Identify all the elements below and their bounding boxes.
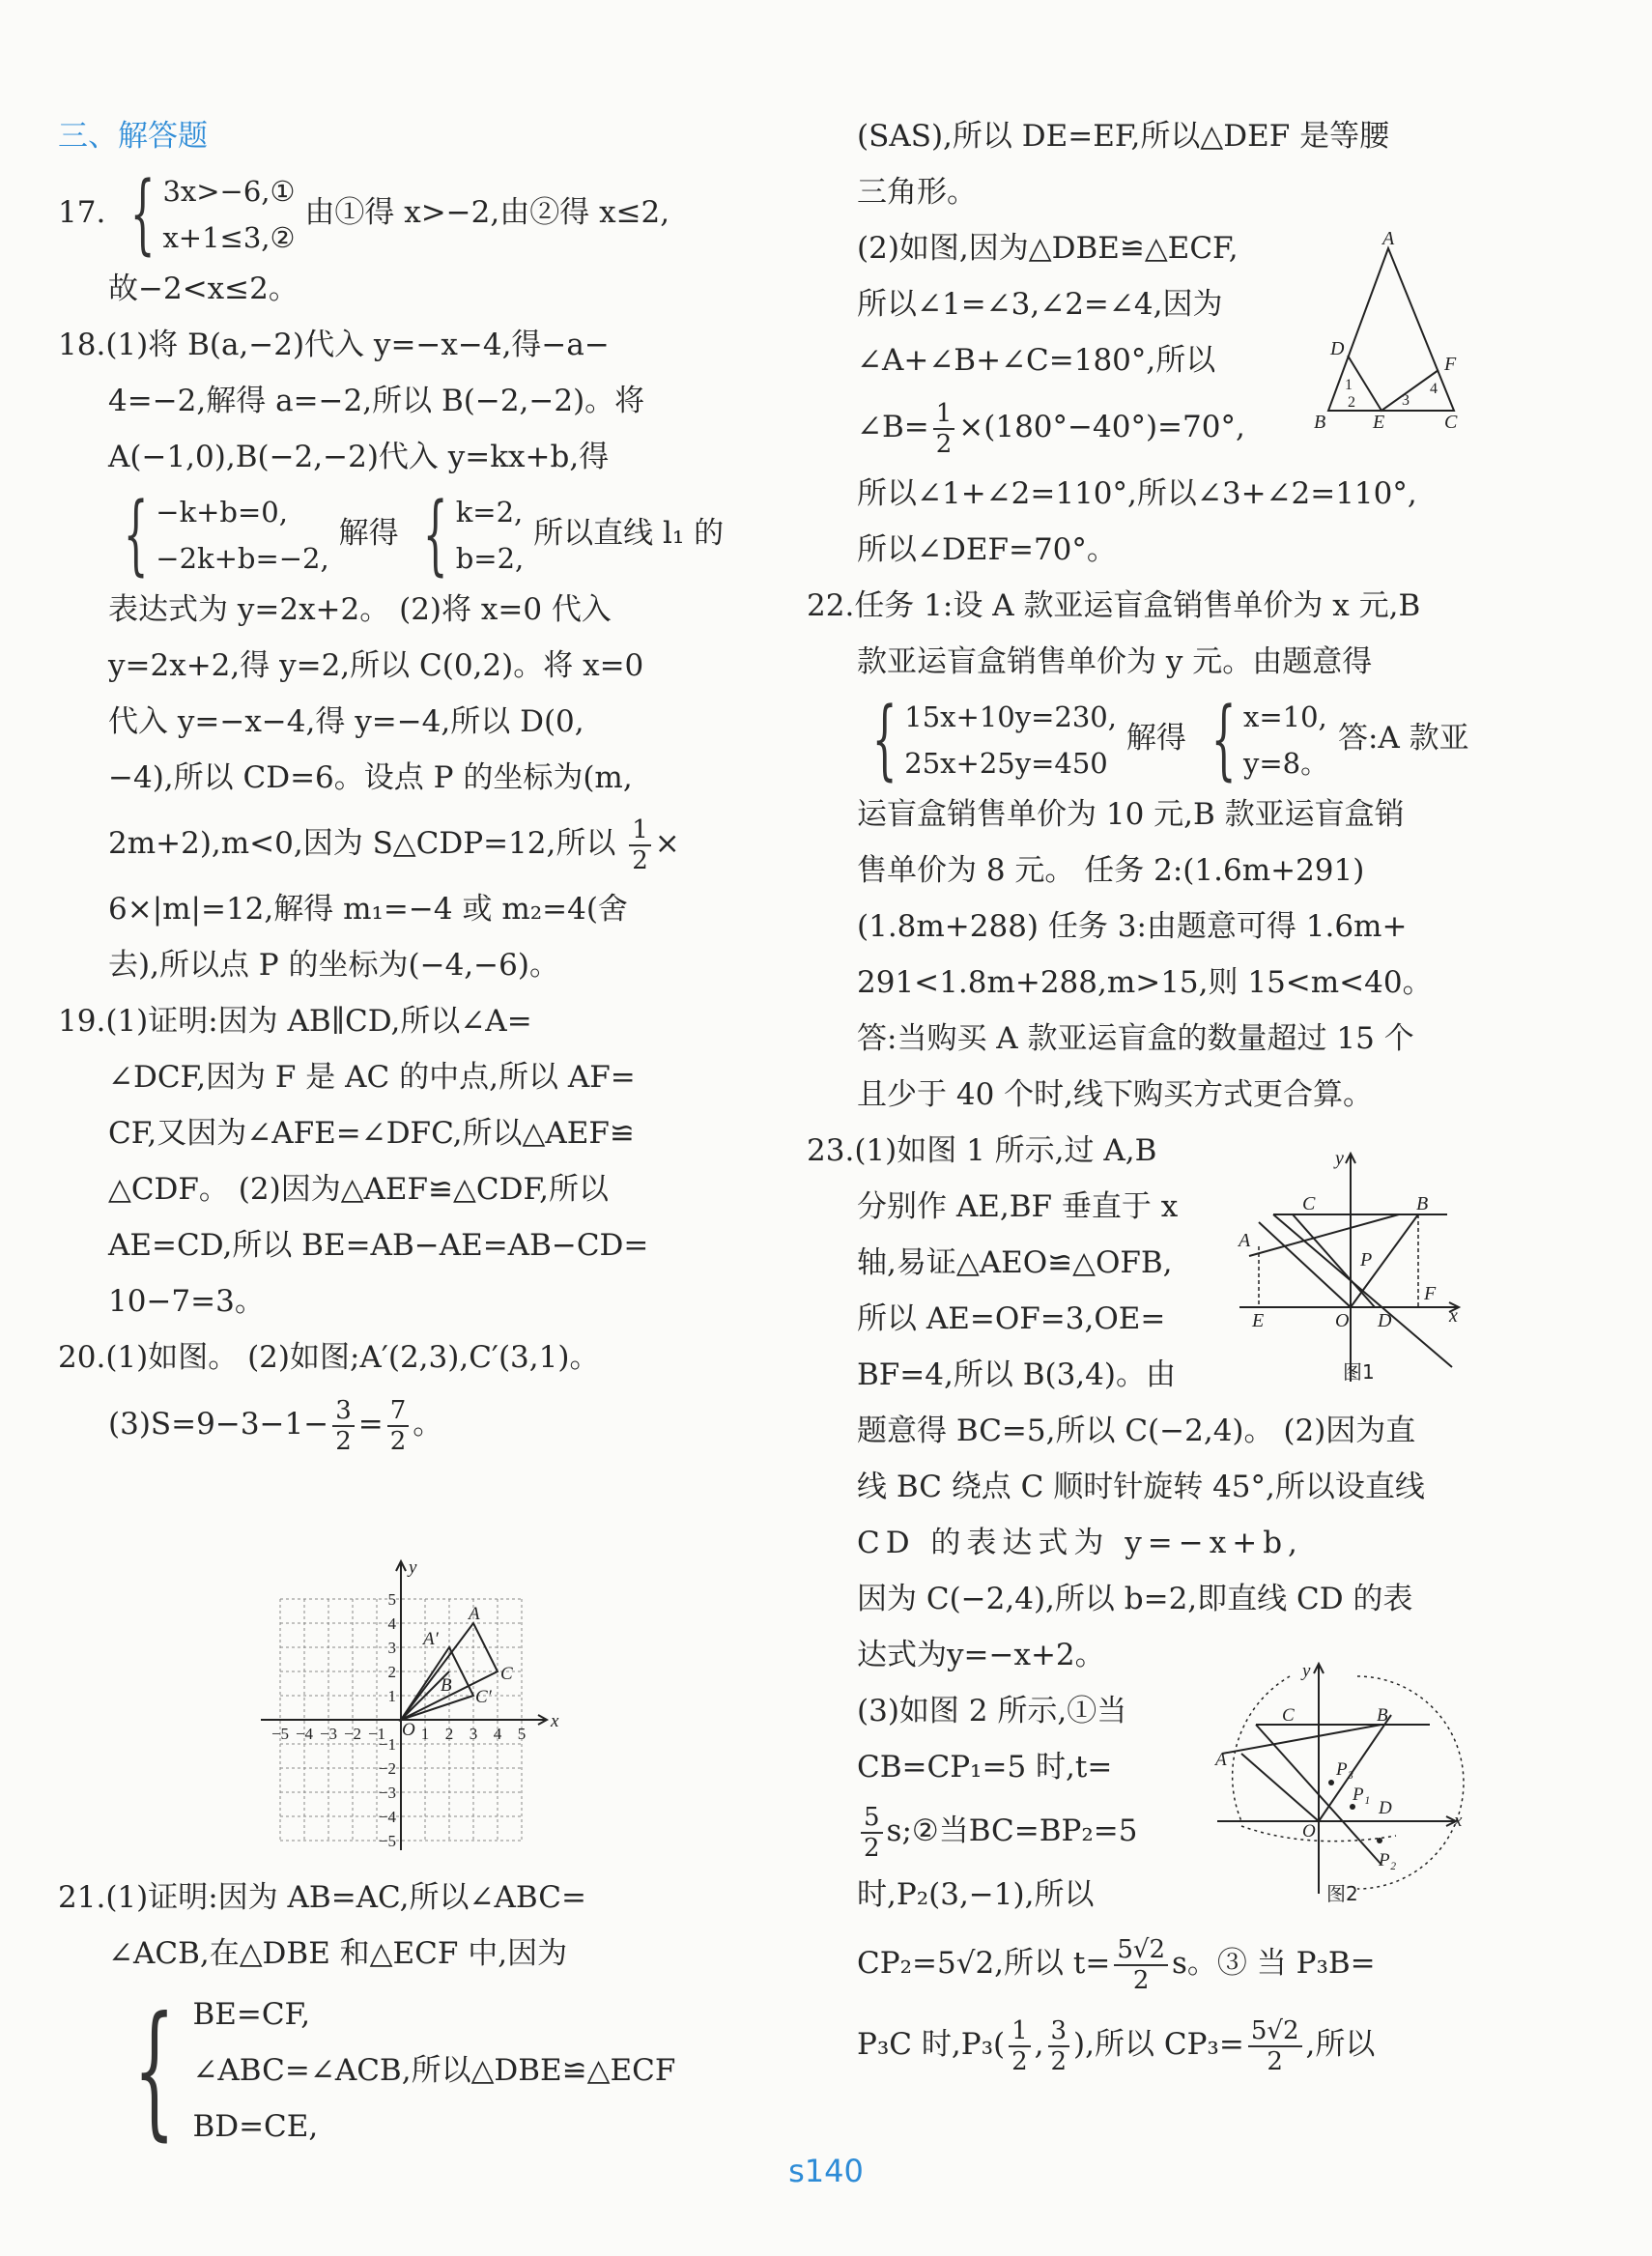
q23-line6: 题意得 BC=5,所以 C(−2,4)。 (2)因为直: [857, 1414, 1416, 1448]
q18-eq2: −2k+b=−2,: [156, 541, 329, 575]
q23-line14: 时,P₂(3,−1),所以: [857, 1877, 1095, 1912]
q18-line6: y=2x+2,得 y=2,所以 C(0,2)。将 x=0: [108, 648, 644, 683]
q17-system: { 3x>−6,① x+1≤3,②: [129, 162, 296, 265]
q21-number: 21.: [58, 1880, 106, 1915]
q20-xtick: 1: [420, 1725, 430, 1743]
q18-area-text: 2m+2),m<0,因为 S△CDP=12,所以: [108, 826, 616, 861]
fig2-label-B: B: [1377, 1705, 1388, 1726]
fig1-x-label: x: [1449, 1305, 1458, 1327]
q18-after: 所以直线 l₁ 的: [533, 516, 725, 551]
q22-text: 任务 1:设 A 款亚运盲盒销售单价为 x 元,B: [854, 588, 1421, 623]
q22-line8: 答:当购买 A 款亚运盲盒的数量超过 15 个: [857, 1021, 1414, 1056]
fig2-point-P3: [1328, 1780, 1334, 1785]
q22-eq1: 15x+10y=230,: [904, 700, 1117, 733]
q22-line4: 运盲盒销售单价为 10 元,B 款亚运盲盒销: [857, 797, 1405, 832]
q20-point-B: B: [441, 1675, 452, 1696]
q23-cp2-text: CP₂=5√2,所以 t=: [857, 1946, 1111, 1981]
fig1-label-B: B: [1416, 1193, 1429, 1214]
q18-system1: { −k+b=0, −2k+b=−2,: [123, 483, 329, 585]
q18-system2: { k=2, b=2,: [423, 483, 525, 585]
q18-line2: 4=−2,解得 a=−2,所以 B(−2,−2)。将: [108, 384, 645, 418]
q20-frac2: [387, 1396, 410, 1456]
q20-ytick: 4: [387, 1614, 396, 1633]
q18-area-line: [58, 806, 725, 881]
fig1-label-F: F: [1424, 1283, 1437, 1304]
frac-num: 3: [1048, 2016, 1070, 2047]
q23-p3-x: [1009, 2016, 1031, 2076]
q18-number: 18.: [58, 328, 106, 362]
q20-point-C2: C′: [475, 1687, 492, 1707]
fig1-y-label: y: [1335, 1150, 1344, 1169]
q23-figure-1: [1235, 1150, 1467, 1391]
q19-line5: AE=CD,所以 BE=AB−AE=AB−CD=: [108, 1228, 649, 1263]
frac-den: 2: [1267, 2046, 1283, 2076]
q23-line2: 分别作 AE,BF 垂直于 x: [857, 1189, 1179, 1224]
q20-line1: [58, 1329, 725, 1385]
tri-angle-3: 3: [1402, 392, 1410, 409]
q18-line8: −4),所以 CD=6。设点 P 的坐标为(m,: [108, 760, 633, 795]
q23-line10: 达式为y=−x+2。: [857, 1638, 1105, 1672]
q21-system: { BE=CF, ∠ABC=∠ACB,所以△DBE≌△ECF BD=CE,: [133, 1985, 676, 2155]
q23-number: 23.: [807, 1133, 855, 1168]
q23-cp2-fraction: [1114, 1935, 1168, 1995]
q18-times: ×: [654, 826, 680, 861]
tri-label-B: B: [1314, 412, 1326, 433]
q22-line7: 291<1.8m+288,m>15,则 15<m<40。: [857, 965, 1433, 1000]
tri-label-C: C: [1444, 412, 1458, 433]
q23-cp3-text: ),所以 CP₃=: [1073, 2027, 1244, 2062]
q22-line1: [807, 578, 1468, 634]
q17-eq1: 3x>−6,①: [162, 174, 296, 208]
q20-line2: [58, 1385, 725, 1463]
q20-ytick: −4: [378, 1808, 396, 1826]
q20-ytick: −3: [378, 1784, 396, 1802]
section-title: 三、解答题: [58, 119, 208, 154]
q22-number: 22.: [807, 588, 855, 623]
tri-angle-1: 1: [1345, 377, 1353, 393]
q20-xtick: −4: [295, 1725, 314, 1743]
r-top-line1: (SAS),所以 DE=EF,所以△DEF 是等腰: [857, 119, 1390, 154]
q19-line1: [58, 993, 725, 1049]
q18-system-line: [58, 483, 725, 585]
tri-label-F: F: [1444, 354, 1457, 375]
q21-cond2: ∠ABC=∠ACB,所以△DBE≌△ECF: [192, 2052, 676, 2088]
q23-comma: ,: [1034, 2027, 1044, 2062]
q18-line7: 代入 y=−x−4,得 y=−4,所以 D(0,: [108, 704, 584, 739]
q22-eq2: 25x+25y=450: [904, 746, 1108, 780]
frac-den: 2: [1050, 2046, 1068, 2076]
q23-p3-text: P₃C 时,P₃(: [857, 2027, 1006, 2062]
q20-point-A2: A′: [423, 1629, 439, 1649]
q18-half-fraction: [629, 815, 651, 875]
q20-text: (1)如图。 (2)如图;A′(2,3),C′(3,1)。: [105, 1340, 600, 1375]
q20-end: 。: [413, 1407, 443, 1442]
q21-block: [58, 1870, 725, 2156]
q22-line6: (1.8m+288) 任务 3:由题意可得 1.6m+: [857, 909, 1408, 944]
q18-line1: [58, 317, 725, 373]
q20-xtick: 5: [517, 1725, 527, 1743]
q20-area-text: (3)S=9−3−1−: [108, 1407, 329, 1442]
tri-angle-4: 4: [1430, 381, 1438, 397]
q20-x-label: x: [551, 1711, 559, 1731]
q20-ytick: −2: [378, 1759, 396, 1778]
q17-tail: 由①得 x>−2,由②得 x≤2,: [304, 195, 670, 230]
q20-xtick: 4: [493, 1725, 502, 1743]
q23-line9: 因为 C(−2,4),所以 b=2,即直线 CD 的表: [857, 1582, 1413, 1616]
frac-num: 5√2: [1248, 2016, 1302, 2047]
tri-label-A: A: [1382, 228, 1395, 249]
q19-text: (1)证明:因为 AB∥CD,所以∠A=: [105, 1004, 532, 1039]
frac-den: 2: [935, 429, 953, 459]
q18-line11: 去),所以点 P 的坐标为(−4,−6)。: [108, 948, 559, 983]
fig2-label-A: A: [1215, 1750, 1227, 1770]
q21b-line6: 所以∠DEF=70°。: [857, 532, 1117, 567]
q18-sol1: k=2,: [455, 495, 524, 528]
page-number-container: [0, 2153, 1652, 2189]
q17-line1: [58, 162, 725, 265]
fig1-label-A: A: [1239, 1230, 1251, 1251]
q20-xtick: −2: [343, 1725, 362, 1743]
q23-line11: (3)如图 2 所示,①当: [857, 1694, 1127, 1728]
q21b-angle-calc: ×(180°−40°)=70°,: [958, 410, 1245, 444]
fig1-label-C: C: [1302, 1193, 1316, 1214]
q18-line10: 6×|m|=12,解得 m₁=−4 或 m₂=4(舍: [108, 892, 628, 927]
q23-line12: CB=CP₁=5 时,t=: [857, 1750, 1113, 1785]
q20-ytick: −5: [378, 1832, 396, 1850]
frac-den: 2: [632, 845, 648, 875]
q22-sol1: x=10,: [1242, 700, 1327, 733]
q23-line15: [807, 1923, 1468, 2004]
q22-solve: 解得: [1125, 721, 1186, 756]
frac-num: 1: [1009, 2016, 1031, 2047]
page-number: s140: [788, 2153, 864, 2189]
q22-system2: { x=10, y=8。: [1211, 688, 1329, 790]
q20-y-label: y: [409, 1557, 417, 1578]
fig2-caption: 图2: [1326, 1882, 1358, 1905]
frac-num: 5√2: [1114, 1935, 1168, 1966]
q21b-half: [933, 399, 955, 459]
q22-line9: 且少于 40 个时,线下购买方式更合算。: [857, 1077, 1374, 1112]
fig2-label-P1: P₁: [1353, 1785, 1371, 1805]
q21-line2: ∠ACB,在△DBE 和△ECF 中,因为: [108, 1936, 568, 1971]
q18-sol2: b=2,: [455, 541, 525, 575]
frac-num: 1: [933, 399, 955, 430]
q22-system-line: [807, 688, 1469, 790]
frac-num: 1: [629, 815, 651, 846]
q21-system-line: [58, 1982, 725, 2156]
fig2-label-C: C: [1282, 1705, 1295, 1726]
q21-cond1: BE=CF,: [192, 1996, 311, 2032]
q20-point-C: C: [500, 1664, 513, 1684]
frac-den: 2: [1132, 1965, 1150, 1995]
q21b-line3: ∠A+∠B+∠C=180°,所以: [857, 343, 1216, 378]
fig1-caption: 图1: [1343, 1360, 1375, 1384]
q20-xtick: −5: [271, 1725, 290, 1743]
frac-num: 5: [861, 1803, 883, 1834]
q20-xtick: −1: [367, 1725, 386, 1743]
q23-t-fraction: [861, 1803, 883, 1863]
q23-text: (1)如图 1 所示,过 A,B: [854, 1133, 1157, 1168]
q22-after: 答:A 款亚: [1337, 721, 1469, 756]
q23-line3: 轴,易证△AEO≌△OFB,: [857, 1245, 1173, 1280]
fig2-point-P2: [1377, 1838, 1382, 1843]
q22-sol2: y=8。: [1242, 746, 1329, 780]
q22-system1: { 15x+10y=230, 25x+25y=450: [871, 688, 1117, 790]
fig1-label-P: P: [1360, 1249, 1373, 1271]
q21-line1: [58, 1870, 725, 1926]
q21-text: (1)证明:因为 AB=AC,所以∠ABC=: [105, 1880, 586, 1915]
q18-line3: A(−1,0),B(−2,−2)代入 y=kx+b,得: [108, 440, 610, 474]
q23-end: ,所以: [1305, 2027, 1376, 2062]
fig2-x-label: x: [1454, 1811, 1463, 1831]
fig2-label-P3: P₃: [1336, 1759, 1354, 1780]
tri-angle-2: 2: [1348, 394, 1355, 411]
q23-figure-2: [1212, 1657, 1468, 1908]
q20-xtick: 2: [444, 1725, 454, 1743]
q17-number: 17.: [58, 195, 106, 230]
frac-num: 3: [332, 1396, 355, 1427]
q20-ytick: −1: [378, 1735, 396, 1754]
frac-den: 2: [389, 1426, 407, 1456]
q21b-line5: 所以∠1+∠2=110°,所以∠3+∠2=110°,: [857, 476, 1417, 511]
q20-ytick: 2: [387, 1663, 396, 1681]
q21b-line2: 所以∠1=∠3,∠2=∠4,因为: [857, 287, 1223, 322]
q23-case3: s。③ 当 P₃B=: [1171, 1946, 1376, 1981]
q20-eq: =: [357, 1407, 384, 1442]
q21b-angle-B: ∠B=: [857, 410, 929, 444]
q19-line4: △CDF。 (2)因为△AEF≌△CDF,所以: [108, 1172, 609, 1207]
q20-point-A: A: [469, 1604, 480, 1624]
fig2-label-O: O: [1302, 1821, 1316, 1842]
q23-case2: s;②当BC=BP₂=5: [886, 1813, 1138, 1848]
q20-grid-figure: [251, 1556, 570, 1855]
fig1-label-O: O: [1335, 1310, 1350, 1331]
q20-origin: O: [402, 1720, 415, 1740]
fig2-label-P2: P₂: [1379, 1850, 1397, 1870]
q23-line16: [807, 2004, 1468, 2085]
q23-cp3-fraction: [1248, 2016, 1302, 2076]
left-column: [58, 108, 725, 1463]
q19-number: 19.: [58, 1004, 106, 1039]
q20-frac1: [332, 1396, 355, 1456]
fig2-y-label: y: [1302, 1661, 1311, 1681]
q21-triangle-figure: [1309, 227, 1473, 435]
q20-number: 20.: [58, 1340, 106, 1375]
q19-line2: ∠DCF,因为 F 是 AC 的中点,所以 AF=: [108, 1060, 636, 1095]
frac-den: 2: [1011, 2046, 1028, 2076]
q18-text: (1)将 B(a,−2)代入 y=−x−4,得−a−: [105, 328, 610, 362]
q19-line3: CF,又因为∠AFE=∠DFC,所以△AEF≌: [108, 1116, 635, 1151]
fig1-label-E: E: [1252, 1310, 1265, 1331]
q18-solve: 解得: [338, 516, 399, 551]
frac-den: 2: [335, 1426, 352, 1456]
q20-ytick: 3: [387, 1639, 396, 1657]
q20-xtick: 3: [469, 1725, 478, 1743]
q20-xtick: −3: [319, 1725, 338, 1743]
fig1-label-D: D: [1378, 1310, 1392, 1331]
q22-line2: 款亚运盲盒销售单价为 y 元。由题意得: [857, 644, 1373, 679]
r-top-line2: 三角形。: [857, 175, 977, 210]
q18-eq1: −k+b=0,: [156, 495, 288, 528]
frac-den: 2: [864, 1833, 880, 1863]
q18-line5: 表达式为 y=2x+2。 (2)将 x=0 代入: [108, 592, 612, 627]
q17-line2: 故−2<x≤2。: [108, 271, 299, 306]
q20-ytick: 5: [387, 1590, 396, 1609]
q19-line6: 10−7=3。: [108, 1284, 265, 1319]
q23-line4: 所以 AE=OF=3,OE=: [857, 1301, 1166, 1336]
q21b-line1: (2)如图,因为△DBE≌△ECF,: [857, 231, 1239, 266]
q22-line5: 售单价为 8 元。 任务 2:(1.6m+291): [857, 853, 1365, 888]
q20-ytick: 1: [387, 1687, 396, 1705]
q23-p3-y: [1048, 2016, 1070, 2076]
fig2-label-D: D: [1379, 1798, 1392, 1818]
q23-line5: BF=4,所以 B(3,4)。由: [857, 1357, 1176, 1392]
q17-eq2: x+1≤3,②: [162, 220, 296, 254]
frac-num: 7: [387, 1396, 410, 1427]
q23-line8: CD 的表达式为 y=−x+b,: [857, 1526, 1303, 1560]
q23-line7: 线 BC 绕点 C 顺时针旋转 45°,所以设直线: [857, 1470, 1425, 1504]
tri-label-E: E: [1373, 412, 1385, 433]
tri-label-D: D: [1330, 338, 1345, 359]
q21-cond3: BD=CE,: [192, 2108, 319, 2144]
